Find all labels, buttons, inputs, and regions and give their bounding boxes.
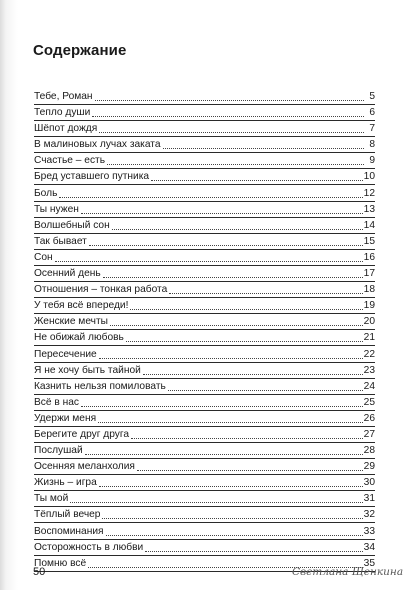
toc-entry-page: 8 <box>369 139 375 151</box>
toc-entry <box>34 525 375 541</box>
toc-entry-page: 12 <box>363 187 375 199</box>
dot-leader <box>137 460 363 471</box>
toc-entry-page: 13 <box>363 203 375 215</box>
toc-entry-title: Счастье – есть <box>34 155 106 167</box>
toc-entry <box>34 460 375 476</box>
toc-entry <box>34 90 375 106</box>
toc-entry-page: 5 <box>369 91 375 102</box>
dot-leader <box>99 348 363 359</box>
dot-leader <box>163 138 365 149</box>
toc-entry-title: Жизнь – игра <box>34 477 97 489</box>
toc-entry-page: 32 <box>363 509 375 521</box>
toc-entry <box>34 444 375 460</box>
toc-entry-page: 29 <box>363 461 375 473</box>
dot-leader <box>70 492 362 503</box>
toc-entry-title: В малиновых лучах заката <box>34 139 161 151</box>
toc-entry <box>34 219 375 235</box>
dot-leader <box>151 170 363 181</box>
toc-entry-page: 14 <box>363 219 375 231</box>
toc-entry-page: 25 <box>363 396 375 408</box>
toc-entry <box>34 154 375 170</box>
toc-entry-page: 15 <box>363 235 375 247</box>
toc-entry-page: 24 <box>363 380 375 392</box>
toc-entry <box>34 331 375 347</box>
toc-entry <box>34 251 375 267</box>
dot-leader <box>89 235 363 246</box>
toc-entry-title: Воспоминания <box>34 525 104 537</box>
dot-leader <box>107 154 364 165</box>
toc-entry-title: Казнить нельзя помиловать <box>34 380 166 392</box>
toc-entry <box>34 267 375 283</box>
toc-entry-page: 33 <box>363 525 375 537</box>
toc-entry-title: Осторожность в любви <box>34 541 144 553</box>
toc-entry-page: 17 <box>363 268 375 280</box>
toc-entry-title: Бред уставшего путника <box>34 171 150 183</box>
dot-leader <box>55 251 363 262</box>
dot-leader <box>168 380 363 391</box>
toc-entry-title: Я не хочу быть тайной <box>34 364 141 376</box>
toc-entry-title: Пересечение <box>34 348 97 360</box>
toc-entry-title: Не обижай любовь <box>34 332 124 344</box>
toc-entry-page: 6 <box>369 107 375 119</box>
toc-entry-title: Берегите друг друга <box>34 428 130 440</box>
toc-entry-title: Шёпот дождя <box>34 123 98 135</box>
toc-entry-title: Осенняя меланхолия <box>34 461 135 473</box>
toc-entry-title: Так бывает <box>34 235 87 247</box>
page-number: 50 <box>33 566 46 578</box>
toc-entry-title: Удержи меня <box>34 412 97 424</box>
dot-leader <box>112 219 363 230</box>
toc-entry-title: Волшебный сон <box>34 219 110 231</box>
dot-leader <box>81 203 363 214</box>
toc-entry <box>34 492 375 508</box>
toc-entry-title: Ты мой <box>34 493 69 505</box>
toc-entry-page: 27 <box>363 428 375 440</box>
toc-entry <box>34 508 375 524</box>
toc-entry-page: 30 <box>363 477 375 489</box>
toc-entry-title: Помню всё <box>34 557 87 569</box>
dot-leader <box>131 428 363 439</box>
toc-entry-title: Тёплый вечер <box>34 509 101 521</box>
dot-leader <box>106 525 363 536</box>
toc-entry <box>34 476 375 492</box>
toc-entry <box>34 428 375 444</box>
toc-entry-page: 26 <box>363 412 375 424</box>
toc-entry-title: Тепло души <box>34 107 91 119</box>
dot-leader <box>59 187 362 198</box>
author-signature: Светлана Щенкина <box>292 566 404 578</box>
toc-entry <box>34 283 375 299</box>
toc-entry-page: 7 <box>369 123 375 135</box>
toc-entry <box>34 235 375 251</box>
dot-leader <box>92 106 364 117</box>
toc-entry-page: 9 <box>369 155 375 167</box>
toc-entry-page: 16 <box>363 251 375 263</box>
dot-leader <box>169 283 362 294</box>
toc-entry <box>34 412 375 428</box>
toc-entry <box>34 122 375 138</box>
toc-entry <box>34 106 375 122</box>
dot-leader <box>95 90 364 101</box>
toc-entry <box>34 170 375 186</box>
dot-leader <box>99 476 363 487</box>
toc-entry-title: Отношения – тонкая работа <box>34 284 168 296</box>
toc-entry-page: 18 <box>363 284 375 296</box>
dot-leader <box>99 122 364 133</box>
toc-entry-title: Женские мечты <box>34 316 108 328</box>
dot-leader <box>103 267 363 278</box>
toc-entry-page: 23 <box>363 364 375 376</box>
table-of-contents <box>34 90 375 573</box>
toc-entry-page: 20 <box>363 316 375 328</box>
toc-entry <box>34 138 375 154</box>
toc-entry-title: Послушай <box>34 445 83 457</box>
toc-entry-title: Всё в нас <box>34 396 80 408</box>
toc-entry <box>34 348 375 364</box>
toc-entry-title: Осенний день <box>34 268 101 280</box>
toc-entry <box>34 299 375 315</box>
toc-entry <box>34 541 375 557</box>
toc-entry-title: Сон <box>34 251 53 263</box>
toc-entry-page: 28 <box>363 445 375 457</box>
toc-entry <box>34 203 375 219</box>
dot-leader <box>102 508 362 519</box>
toc-entry <box>34 396 375 412</box>
toc-entry-page: 19 <box>363 300 375 312</box>
toc-entry-page: 21 <box>363 332 375 344</box>
dot-leader <box>143 364 363 375</box>
toc-entry-page: 22 <box>363 348 375 360</box>
dot-leader <box>126 331 363 342</box>
toc-entry <box>34 380 375 396</box>
toc-entry-title: Тебе, Роман <box>34 91 93 102</box>
dot-leader <box>145 541 362 552</box>
toc-entry <box>34 315 375 331</box>
dot-leader <box>85 444 363 455</box>
toc-entry-title: У тебя всё впереди! <box>34 300 129 312</box>
page-title: Содержание <box>33 42 127 59</box>
toc-entry <box>34 364 375 380</box>
toc-entry <box>34 187 375 203</box>
dot-leader <box>81 396 363 407</box>
toc-entry-page: 35 <box>363 557 375 569</box>
dot-leader <box>110 315 363 326</box>
toc-entry-title: Ты нужен <box>34 203 79 215</box>
dot-leader <box>98 412 363 423</box>
toc-entry-page: 10 <box>363 171 375 183</box>
toc-entry-title: Боль <box>34 187 58 199</box>
toc-entry-page: 31 <box>363 493 375 505</box>
dot-leader <box>130 299 362 310</box>
toc-entry-page: 34 <box>363 541 375 553</box>
